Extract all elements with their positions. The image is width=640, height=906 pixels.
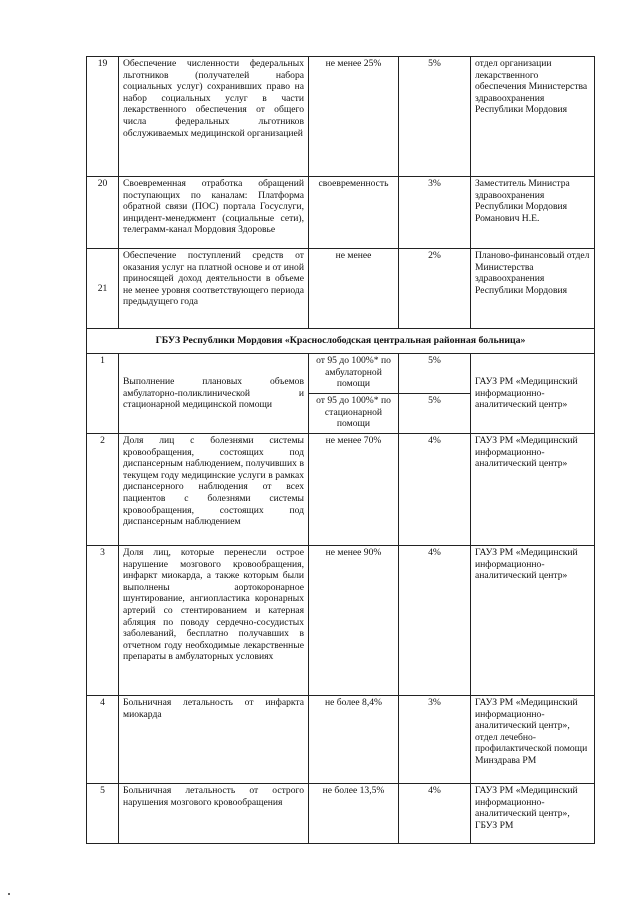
target-value: своевременность [309,177,399,249]
row-number: 21 [87,249,119,329]
responsible-party: отдел организации лекарственного обеспечения Министерства здравоохранения Республики Мордовия [471,57,595,177]
weight-percent: 4% [399,784,471,844]
section-header-row [87,329,595,354]
target-value-inpatient: от 95 до 100%* по стационарной помощи [309,394,399,434]
indicator-description: Обеспечение поступлений средств от оказания услуг на платной основе и от иной приносящей доход деятельности в объеме не менее уровня соответствующего периода предыдущего года [119,249,309,329]
weight-percent: 3% [399,696,471,784]
table-row [87,784,595,844]
indicator-description: Обеспечение численности федеральных льготников (получателей набора социальных услуг) сохранивших право на набор социальных услуг в части лекарственного обеспечения от общего числа федеральных льготников обслуживаемых медицинской организацией [119,57,309,177]
responsible-party: Заместитель Министра здравоохранения Республики Мордовия Романович Н.Е. [471,177,595,249]
indicators-table [86,56,595,844]
target-value: не более 13,5% [309,784,399,844]
table-row [87,177,595,249]
scan-speck [8,893,10,895]
target-value: не более 8,4% [309,696,399,784]
indicator-description: Доля лиц, которые перенесли острое нарушение мозгового кровообращения, инфаркт миокарда, а также которым были выполнены аортокоронарное шунтирование, ангиопластика коронарных артерий со стентированием и катерная абляция по поводу сердечно-сосудистых заболеваний, бесплатно получавших в отчетном году необходимые лекарственные препараты в амбулаторных условиях [119,546,309,696]
table-row [87,57,595,177]
table-row [87,249,595,329]
table-row [87,434,595,546]
weight-percent: 4% [399,546,471,696]
row-number: 3 [87,546,119,696]
row-number: 2 [87,434,119,546]
indicator-description: Больничная летальность от острого нарушения мозгового кровообращения [119,784,309,844]
responsible-party: ГАУЗ РМ «Медицинский информационно-аналитический центр» [471,434,595,546]
weight-percent: 5% [399,57,471,177]
row-number: 1 [87,354,119,434]
section-title: ГБУЗ Республики Мордовия «Краснослободская центральная районная больница» [87,329,595,354]
target-value: не менее 90% [309,546,399,696]
row-number: 19 [87,57,119,177]
responsible-party: Планово-финансовый отдел Министерства здравоохранения Республики Мордовия [471,249,595,329]
table-row [87,696,595,784]
table-row [87,546,595,696]
row-number: 4 [87,696,119,784]
weight-percent-outpatient: 5% [399,354,471,394]
target-value: не менее [309,249,399,329]
indicator-description: Доля лиц с болезнями системы кровообращения, состоящих под диспансерным наблюдением, получивших в текущем году медицинские услуги в рамках диспансерного наблюдения от всех пациентов с болезнями системы кровообращения, состоящих под диспансерным наблюдением [119,434,309,546]
responsible-party: ГАУЗ РМ «Медицинский информационно-аналитический центр» [471,354,595,434]
table-row [87,354,595,394]
target-value: не менее 70% [309,434,399,546]
target-value: не менее 25% [309,57,399,177]
weight-percent-inpatient: 5% [399,394,471,434]
weight-percent: 4% [399,434,471,546]
weight-percent: 2% [399,249,471,329]
indicator-description: Своевременная отработка обращений поступающих по каналам: Платформа обратной связи (ПОС) портала Госуслуги, инцидент-менеджмент (социальные сети), телеграмм-канал Мордовия Здоровье [119,177,309,249]
indicator-description: Больничная летальность от инфаркта миокарда [119,696,309,784]
responsible-party: ГАУЗ РМ «Медицинский информационно-аналитический центр», отдел лечебно-профилактической помощи Минздрава РМ [471,696,595,784]
responsible-party: ГАУЗ РМ «Медицинский информационно-аналитический центр» [471,546,595,696]
target-value-outpatient: от 95 до 100%* по амбулаторной помощи [309,354,399,394]
row-number: 5 [87,784,119,844]
responsible-party: ГАУЗ РМ «Медицинский информационно-аналитический центр», ГБУЗ РМ [471,784,595,844]
row-number: 20 [87,177,119,249]
indicator-description: Выполнение плановых объемов амбулаторно-поликлинической и стационарной медицинской помощи [119,354,309,434]
weight-percent: 3% [399,177,471,249]
